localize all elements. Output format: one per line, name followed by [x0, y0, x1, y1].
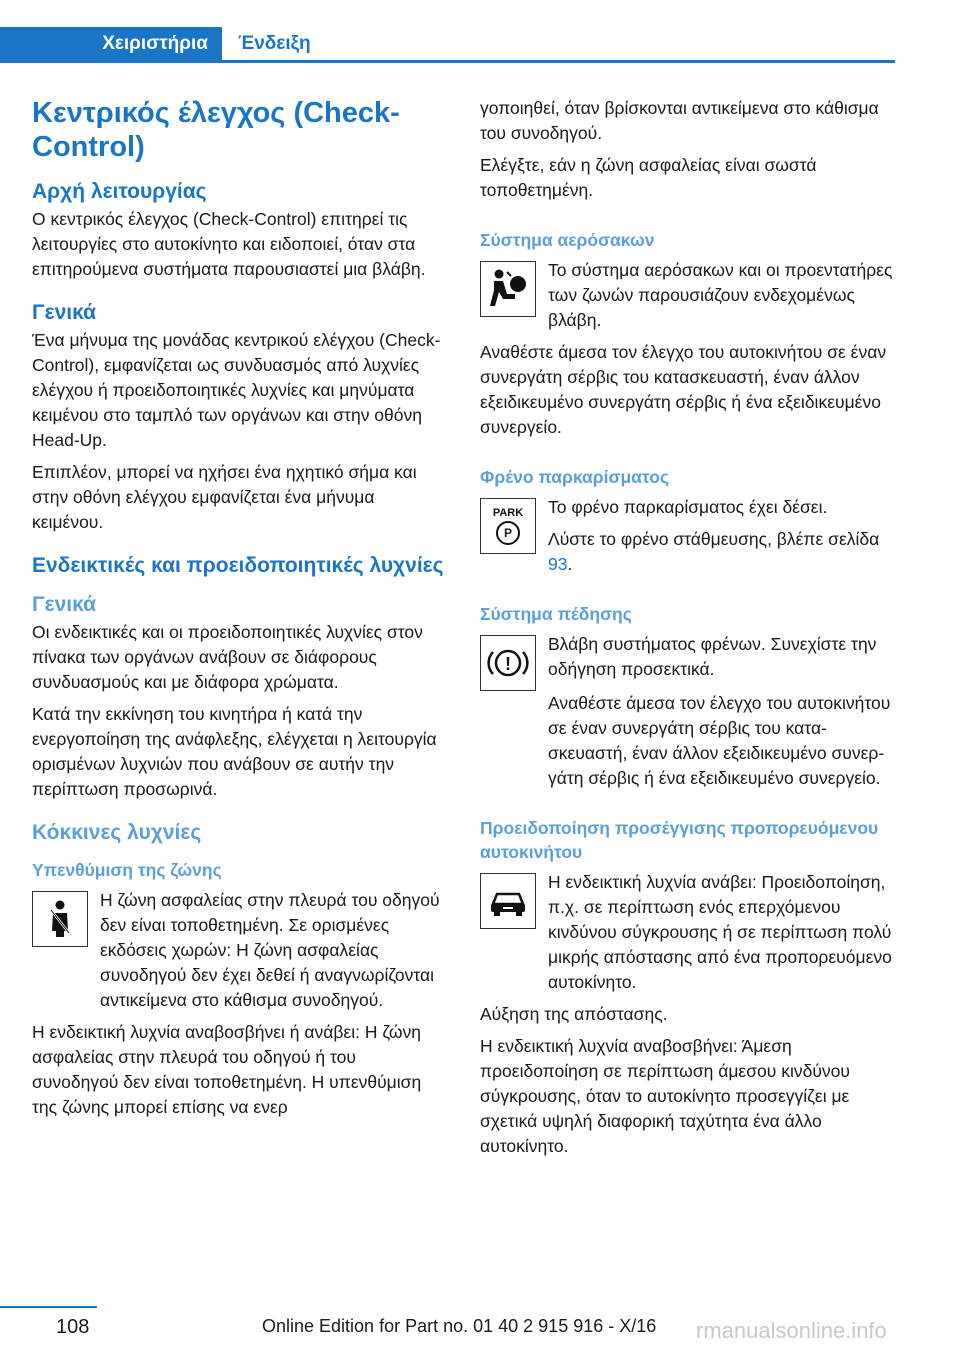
paragraph [548, 527, 895, 577]
seatbelt-warning-icon [32, 891, 88, 947]
paragraph: Η ενδεικτική λυχνία αναβοσβήνει ή ανάβει: Η ζώνη ασφαλείας στην πλευρά του οδηγού ή του συνοδηγού δεν είναι τοποθετημένη. Η υπενθύμιση της ζώνης μπορεί επίσης να ενερ [32, 1022, 422, 1117]
watermark: rmanualsonline.info [696, 1318, 887, 1343]
header-divider [0, 60, 895, 63]
top-navigation [0, 0, 960, 62]
park-p-circle [496, 521, 520, 545]
subsection-heading-general: Γενικά [32, 593, 97, 616]
section-heading-lamps: Ενδεικτικές και προειδοποιητικές λυχνίες [32, 554, 444, 577]
tab-controls[interactable]: Χειριστήρια [0, 27, 222, 60]
collision-warning-row [480, 870, 895, 1002]
footer-divider [0, 1306, 97, 1308]
item-heading-airbag: Σύστημα αερόσακων [480, 230, 655, 250]
right-column [480, 96, 895, 1166]
park-p-letter: P [503, 526, 512, 540]
paragraph: Το φρένο παρκαρίσματος έχει δέσει. [548, 497, 828, 517]
brake-system-row [480, 632, 895, 691]
belt-reminder-row [32, 888, 447, 1020]
paragraph: Αύξηση της απόστασης. [480, 1004, 668, 1024]
tab-display[interactable]: Ένδειξη [238, 32, 311, 54]
paragraph: Ένα μήνυμα της μονάδας κεντρικού ελέγχου (Check-Control), εμφανίζεται ως συνδυασμός από λυχνίες ελέγχου ή προειδοποιητικές λυχνίες και μηνύματα κειμένου στο ταμπλό των οργάνων και στην οθόνη Head-Up. [32, 330, 441, 450]
paragraph: Αναθέστε άμεσα τον έλεγχο του αυτοκινήτου σε έναν συνεργάτη σέρβις του κατασκευαστή, έναν άλλον εξειδικευμένο συνεργάτη σέρβις ή ένα εξειδικευμένο συνεργείο. [480, 342, 887, 437]
paragraph: Κατά την εκκίνηση του κινητήρα ή κατά την ενεργοποίηση της ανάφλεξης, ελέγχεται η λειτουργία ορισμένων λυχνιών που ανάβουν σε αυτήν την περίπτωση προσωρινά. [32, 704, 437, 799]
item-heading-parking-brake: Φρένο παρκαρίσματος [480, 467, 670, 487]
paragraph: Ο κεντρικός έλεγχος (Check-Control) επιτηρεί τις λειτουργίες στο αυτοκίνητο και ειδοποιεί, όταν στα επιτηρούμενα συστήματα παρουσιαστεί μια βλάβη. [32, 209, 426, 279]
left-column [32, 96, 447, 1127]
paragraph: Βλάβη συστήματος φρένων. Συνεχίστε την οδήγηση προσεκτικά. [548, 634, 877, 679]
text-span: . [567, 554, 573, 574]
page-link[interactable]: 93 [548, 554, 568, 574]
section-heading-general: Γενικά [32, 301, 97, 324]
edition-note: Online Edition for Part no. 01 40 2 915 916 - X/16 [262, 1316, 657, 1336]
paragraph: Η ενδεικτική λυχνία ανάβει: Προειδοποίηση, π.χ. σε περίπτωση ενός επερχόμενου κινδύνου σύγκρουσης ή σε περίπτωση πολύ μικρής απόστασης από ένα προπορευόμενο αυτοκίνητο. [548, 872, 892, 992]
paragraph: Η ζώνη ασφαλείας στην πλευρά του οδηγού δεν είναι τοποθετημένη. Σε ορισμένες εκδόσεις χωρών: Η ζώνη ασφαλείας συνοδηγού δεν έχει δεθεί ή αναγνωρίζονται αντικείμενα στο κάθισμα συνοδηγού. [100, 890, 440, 1010]
text-span: Λύστε το φρένο στάθμευσης, βλέπε σελίδα [548, 529, 880, 549]
car-ahead-icon [480, 873, 536, 929]
parking-brake-icon [480, 498, 536, 554]
section-heading-principle: Αρχή λειτουργίας [32, 180, 207, 203]
brake-warning-icon [480, 635, 536, 691]
subsection-heading-red-lamps: Κόκκινες λυχνίες [32, 821, 202, 844]
paragraph: Ελέγξτε, εάν η ζώνη ασφαλείας είναι σωστά τοποθετημένη. [480, 155, 817, 200]
item-heading-brake-system: Σύστημα πέδησης [480, 604, 632, 624]
item-heading-belt-reminder: Υπενθύμιση της ζώνης [32, 860, 222, 880]
paragraph: γοποιηθεί, όταν βρίσκονται αντικείμενα στο κάθισμα του συνοδηγού. [480, 98, 879, 143]
page-title: Κεντρικός έλεγχος (Check-Control) [32, 97, 400, 163]
paragraph: Αναθέστε άμεσα τον έλεγχο του αυτοκινήτου σε έναν συνεργάτη σέρβις του κατασκευαστή, έναν άλλον εξειδικευμένο συνεργάτη σέρβις ή ένα εξειδικευμένο συνεργείο. [548, 693, 891, 788]
paragraph: Οι ενδεικτικές και οι προειδοποιητικές λυχνίες στον πίνακα των οργάνων ανάβουν σε διάφορους συνδυασμούς και με διάφορα χρώματα. [32, 622, 423, 692]
airbag-warning-icon [480, 261, 536, 317]
paragraph: Η ενδεικτική λυχνία αναβοσβήνει: Άμεση προειδοποίηση σε περίπτωση άμεσου κινδύνου σύγκρουσης, όταν το αυτοκίνητο προσεγγίζει με σχετικά υψηλή διαφορική ταχύτητα ένα άλλο αυτοκίνητο. [480, 1036, 850, 1156]
item-heading-collision-warning: Προειδοποίηση προσέγγισης προπορευόμενου αυτοκινήτου [480, 818, 879, 862]
paragraph: Επιπλέον, μπορεί να ηχήσει ένα ηχητικό σήμα και στην οθόνη ελέγχου εμφανίζεται ένα μήνυμα κειμένου. [32, 462, 417, 532]
park-label: PARK [492, 507, 524, 519]
brake-exclamation: ! [505, 654, 511, 674]
airbag-row [480, 258, 895, 340]
page-number: 108 [56, 1316, 90, 1338]
paragraph: Το σύστημα αερόσακων και οι προεντατήρες των ζωνών παρουσιάζουν ενδεχομένως βλάβη. [548, 260, 893, 330]
parking-brake-row [480, 495, 895, 584]
